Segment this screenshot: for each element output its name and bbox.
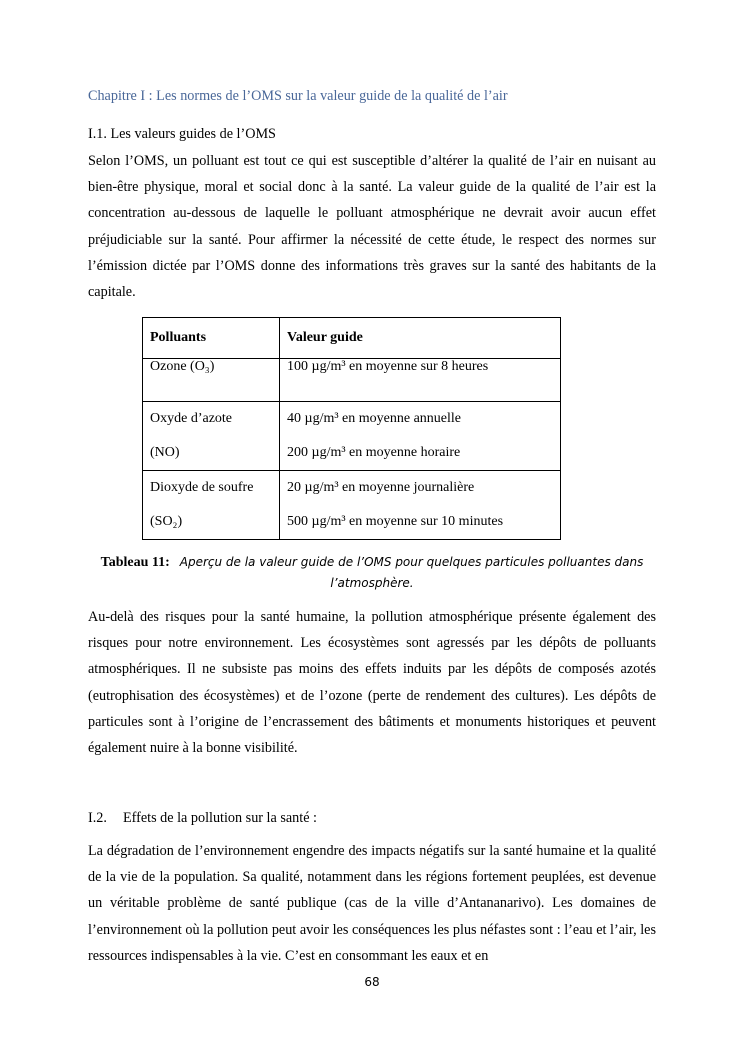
pollutant-name: Oxyde d’azote <box>150 411 233 426</box>
section-2-paragraph: La dégradation de l’environnement engendre des impacts négatifs sur la santé humaine et la qualité de la vie de la population. Sa qualité, notamment dans les régions fortement peuplées, est devenue un véritable problème de santé publique (cas de la ville d’Antananarivo). Les domaines de l’environnement où la pollution peut avoir les conséquences les plus néfastes sont : l’eau et l’air, les ressources indispensables à la vie. C’est en consommant les eaux et en <box>88 843 656 964</box>
paragraph-2: Au-delà des risques pour la santé humaine, la pollution atmosphérique présente également des risques pour notre environnement. Les écosystèmes sont agressés par les dépôts de polluants atmosphériques. Il ne subsiste pas moins des effets induits par les dépôts de composés azotés (eutrophisation des écosystèmes) et de l’ozone (perte de rendement des cultures). Les dépôts de particules sont à l’origine de l’encrassement des bâtiments et monuments historiques et peuvent également nuire à la bonne visibilité. <box>88 609 656 757</box>
table-header-row <box>143 318 561 359</box>
caption-label: Tableau 11: <box>100 555 170 570</box>
page-number: 68 <box>364 975 380 989</box>
table-caption <box>88 552 656 593</box>
table-row <box>143 402 561 471</box>
guide-value: 100 µg/m³ en moyenne sur 8 heures <box>287 359 489 374</box>
section-1-title: I.1. Les valeurs guides de l’OMS <box>88 126 276 142</box>
chapter-heading: Chapitre I : Les normes de l’OMS sur la valeur guide de la qualité de l’air <box>88 88 508 104</box>
pollutant-name: Ozone (O₃) <box>150 359 215 374</box>
guide-value: 500 µg/m³ en moyenne sur 10 minutes <box>287 514 504 529</box>
guide-value: 20 µg/m³ en moyenne journalière <box>287 480 475 495</box>
pollutant-cell <box>143 359 280 402</box>
table-row <box>143 471 561 540</box>
guide-value: 40 µg/m³ en moyenne annuelle <box>287 411 461 426</box>
pollutant-cell <box>143 402 280 471</box>
section-2-title <box>88 810 317 827</box>
guide-value-cell <box>280 359 561 402</box>
header-pollutants: Polluants <box>143 318 280 359</box>
pollutant-formula: (NO) <box>150 445 180 460</box>
pollutant-name: Dioxyde de soufre <box>150 480 254 495</box>
section-1-paragraph: Selon l’OMS, un polluant est tout ce qui est susceptible d’altérer la qualité de l’air en nuisant au bien-être physique, moral et social donc à la santé. La valeur guide de la qualité de l’air est la concentration au-dessous de laquelle le polluant atmosphérique ne devrait avoir aucun effet préjudiciable sur la santé. Pour affirmer la nécessité de cette étude, le respect des normes sur l’émission dictée par l’OMS donne des informations très graves sur la santé des habitants de la capitale. <box>88 153 656 301</box>
guide-value-cell <box>280 471 561 540</box>
caption-text: Aperçu de la valeur guide de l’OMS pour quelques particules polluantes dans l’atmosphère. <box>179 555 644 590</box>
guide-value-cell <box>280 402 561 471</box>
header-guide-value: Valeur guide <box>280 318 561 359</box>
pollutant-cell <box>143 471 280 540</box>
pollutant-formula: (SO₂) <box>150 514 183 529</box>
section-2-title-text: Effets de la pollution sur la santé : <box>123 810 317 826</box>
guide-value: 200 µg/m³ en moyenne horaire <box>287 445 461 460</box>
pollutants-table <box>142 317 561 540</box>
table-row <box>143 359 561 402</box>
section-2-number: I.2. <box>88 810 107 826</box>
